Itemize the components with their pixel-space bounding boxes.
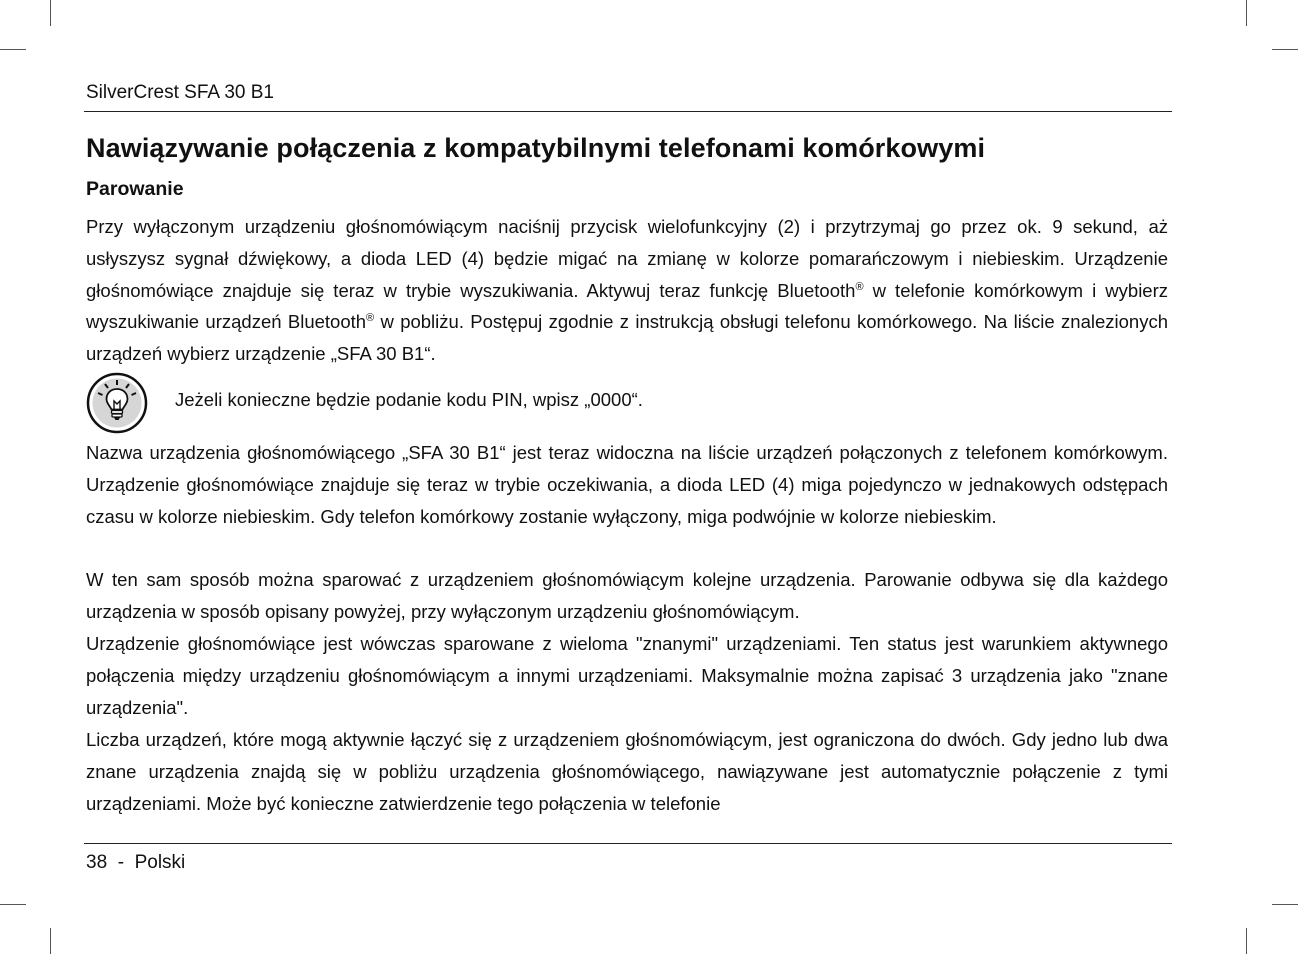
paragraph-more-devices: W ten sam sposób można sparować z urządzeniem głośnomówiącym kolejne urządzenia. Parowanie odbywa się dla każdego urządzenia w sposób opisany powyżej, przy wyłączonym urządzeniu głośnomówiącym. [86,569,1168,622]
footer-separator: - [117,852,125,873]
crop-mark [0,49,26,50]
section-title: Parowanie [86,178,184,200]
paragraph-device-name: Nazwa urządzenia głośnomówiącego „SFA 30 B1“ jest teraz widoczna na liście urządzeń połączonych z telefonem komórkowym. Urządzenie głośnomówiące znajduje się teraz w trybie oczekiwania, a dioda LED (4) miga pojedynczo w jednakowych odstępach czasu w kolorze niebieskim. Gdy telefon komórkowy zostanie wyłączony, miga podwójnie w kolorze niebieskim. [86,442,1168,527]
paragraph-pairing [86,211,1168,370]
registered-mark: ® [366,312,375,325]
crop-mark [50,928,51,954]
crop-mark [0,904,26,905]
page-footer [86,852,185,874]
paragraph-known-devices: Urządzenie głośnomówiące jest wówczas sparowane z wieloma "znanymi" urządzeniami. Ten status jest warunkiem aktywnego połączenia między urządzeniu głośnomówiącym a innymi urządzeniami. Maksymalnie można zapisać 3 urządzenia jako "znane urządzenia". [86,633,1168,718]
paragraph-device-limit: Liczba urządzeń, które mogą aktywnie łączyć się z urządzeniem głośnomówiącym, jest ograniczona do dwóch. Gdy jedno lub dwa znane urządzenia znajdą się w pobliżu urządzenia głośnomówiącego, nawiązywane jest automatycznie połączenie z tymi urządzeniami. Może być konieczne zatwierdzenie tego połączenia w telefonie [86,729,1168,814]
header-rule [84,111,1172,112]
note-text: Jeżeli konieczne będzie podanie kodu PIN, wpisz „0000“. [175,389,643,410]
paragraph-text: w pobliżu. Postępuj zgodnie z instrukcją obsługi telefonu komórkowego. Na liście znalezionych urządzeń wybierz urządzenie „SFA 30 B1“. [86,311,1168,365]
footer-rule [84,843,1172,844]
crop-mark [1272,904,1298,905]
registered-mark: ® [855,280,864,293]
page-title: Nawiązywanie połączenia z kompatybilnymi telefonami komórkowymi [86,133,986,163]
crop-mark [1246,0,1247,26]
crop-mark [50,0,51,26]
footer-language: Polski [134,852,186,873]
crop-mark [1272,49,1298,50]
lightbulb-icon [86,372,148,434]
page-number: 38 [86,852,108,873]
paragraph-text: w telefonie komórkowym i wybierz wyszukiwanie urządzeń Bluetooth [86,279,1169,333]
crop-mark [1246,928,1247,954]
paragraph-text: Przy wyłączonym urządzeniu głośnomówiącym naciśnij przycisk wielofunkcyjny (2) i przytrzymaj go przez ok. 9 sekund, aż usłyszysz sygnał dźwiękowy, a dioda LED (4) będzie migać na zmianę w kolorze pomarańczowym i niebieskim. Urządzenie głośnomówiące znajduje się teraz w trybie wyszukiwania. Aktywuj teraz funkcję Bluetooth [86,216,1168,301]
note-box [86,372,1168,434]
page-header: SilverCrest SFA 30 B1 [86,82,274,103]
